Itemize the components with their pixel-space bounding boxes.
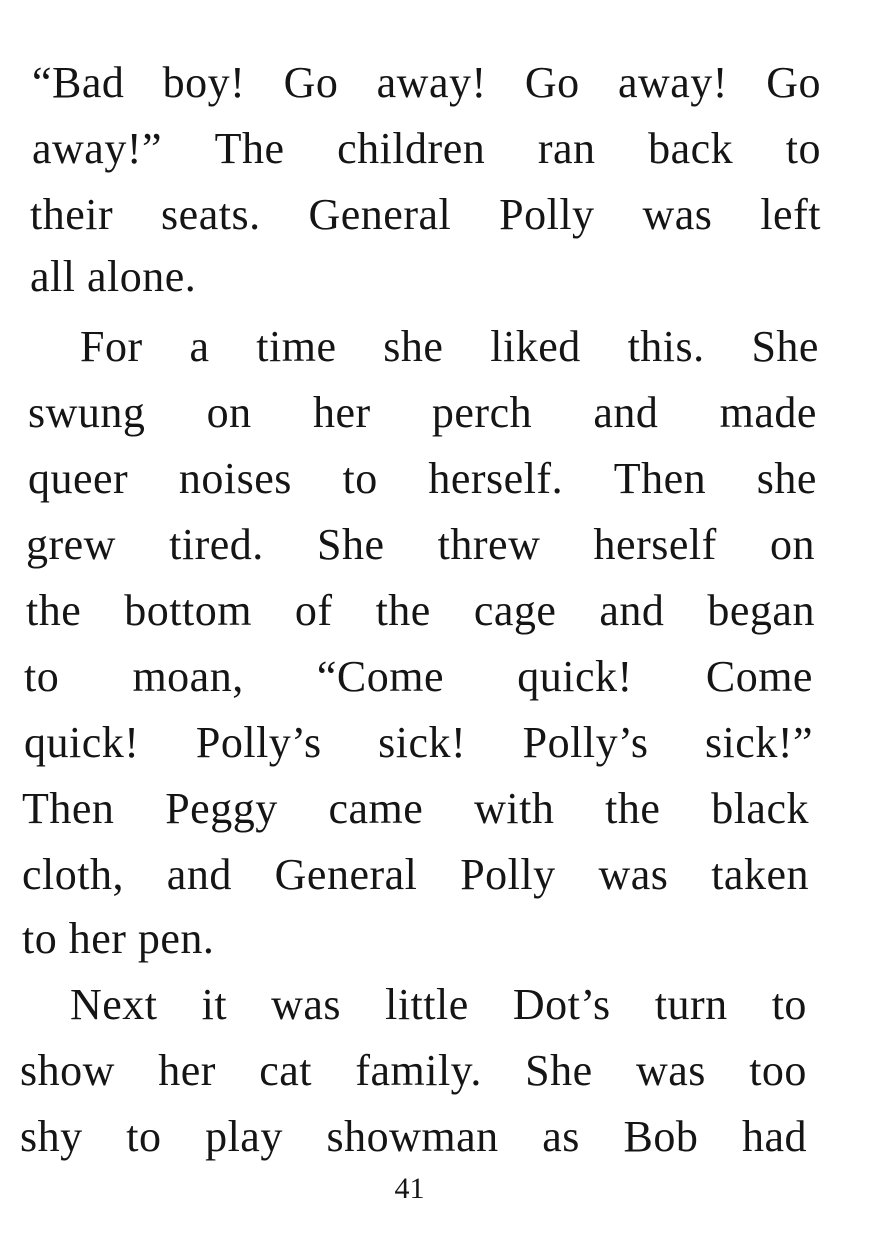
text-line-8 xyxy=(0,512,879,578)
word: Go xyxy=(524,58,580,107)
word: her xyxy=(158,1046,216,1095)
text-line-14 xyxy=(0,906,879,972)
word: their xyxy=(30,190,114,239)
word: back xyxy=(648,124,734,173)
word: as xyxy=(542,1112,580,1161)
word: perch xyxy=(431,388,533,437)
word: Dot’s xyxy=(512,980,611,1029)
word: away!” xyxy=(32,124,163,173)
word: queer xyxy=(28,454,129,503)
word: to xyxy=(785,124,821,173)
word: She xyxy=(525,1046,593,1095)
word: noises xyxy=(178,454,292,503)
word: The xyxy=(214,124,285,173)
text-line-2 xyxy=(0,116,879,182)
word: family. xyxy=(355,1046,482,1095)
word: and xyxy=(166,850,232,899)
word: She xyxy=(751,322,819,371)
word: boy! xyxy=(162,58,246,107)
word: was xyxy=(598,850,669,899)
word: bottom xyxy=(124,586,252,635)
word: turn xyxy=(654,980,728,1029)
word: quick! xyxy=(24,718,140,767)
text-line-4 xyxy=(0,244,879,310)
word: she xyxy=(756,454,817,503)
word: came xyxy=(328,784,424,833)
page-number: 41 xyxy=(394,1172,425,1205)
word: was xyxy=(271,980,342,1029)
word: she xyxy=(383,322,444,371)
word: Peggy xyxy=(165,784,278,833)
word: little xyxy=(385,980,469,1029)
text-line-16 xyxy=(0,1038,879,1104)
word: taken xyxy=(711,850,809,899)
word: Go xyxy=(766,58,821,107)
text-line-1 xyxy=(0,50,879,116)
word: Polly xyxy=(460,850,556,899)
word: quick! xyxy=(517,652,633,701)
word: cage xyxy=(473,586,557,635)
word: to her pen. xyxy=(22,914,215,963)
word: to xyxy=(126,1112,162,1161)
word: the xyxy=(26,586,82,635)
text-line-5 xyxy=(0,314,879,380)
word: showman xyxy=(326,1112,499,1161)
word: General xyxy=(308,190,452,239)
word: ran xyxy=(537,124,596,173)
word: away! xyxy=(376,58,487,107)
word: sick!” xyxy=(704,718,813,767)
word: Bob xyxy=(623,1112,699,1161)
word: “Come xyxy=(316,652,445,701)
word: Go xyxy=(283,58,339,107)
word: Next xyxy=(70,980,158,1029)
text-line-15 xyxy=(0,972,879,1038)
word: She xyxy=(316,520,385,569)
word: began xyxy=(707,586,815,635)
word: moan, xyxy=(132,652,244,701)
word: herself xyxy=(593,520,717,569)
word: was xyxy=(635,1046,706,1095)
text-line-7 xyxy=(0,446,879,512)
word: Then xyxy=(613,454,707,503)
word: show xyxy=(20,1046,115,1095)
word: “Bad xyxy=(32,58,125,107)
word: swung xyxy=(28,388,146,437)
word: Then xyxy=(22,784,115,833)
word: to xyxy=(771,980,807,1029)
word: Polly’s xyxy=(522,718,649,767)
text-line-9 xyxy=(0,578,879,644)
word: For xyxy=(80,322,143,371)
word: was xyxy=(642,190,713,239)
word: all alone. xyxy=(30,252,197,301)
word: this. xyxy=(627,322,705,371)
word: her xyxy=(312,388,371,437)
word: children xyxy=(337,124,486,173)
word: grew xyxy=(26,520,116,569)
word: cloth, xyxy=(22,850,124,899)
word: cat xyxy=(259,1046,313,1095)
word: black xyxy=(711,784,809,833)
word: to xyxy=(24,652,60,701)
text-line-10 xyxy=(0,644,879,710)
word: of xyxy=(294,586,333,635)
word: play xyxy=(205,1112,283,1161)
word: too xyxy=(749,1046,807,1095)
text-line-12 xyxy=(0,776,879,842)
word: and xyxy=(593,388,659,437)
word: sick! xyxy=(378,718,467,767)
text-line-6 xyxy=(0,380,879,446)
word: left xyxy=(760,190,821,239)
text-line-13 xyxy=(0,842,879,908)
word: away! xyxy=(617,58,728,107)
word: shy xyxy=(20,1112,83,1161)
word: threw xyxy=(437,520,541,569)
text-line-17 xyxy=(0,1104,879,1170)
word: had xyxy=(741,1112,807,1161)
word: Come xyxy=(705,652,813,701)
word: it xyxy=(201,980,228,1029)
word: a xyxy=(189,322,210,371)
word: seats. xyxy=(161,190,261,239)
word: with xyxy=(474,784,555,833)
text-line-3 xyxy=(0,182,879,248)
word: made xyxy=(719,388,817,437)
word: and xyxy=(599,586,665,635)
word: Polly’s xyxy=(195,718,322,767)
word: on xyxy=(206,388,252,437)
text-line-11 xyxy=(0,710,879,776)
word: to xyxy=(342,454,378,503)
word: the xyxy=(375,586,431,635)
word: time xyxy=(256,322,337,371)
word: General xyxy=(274,850,418,899)
word: Polly xyxy=(499,190,595,239)
word: liked xyxy=(490,322,581,371)
word: on xyxy=(769,520,815,569)
word: the xyxy=(605,784,661,833)
word: herself. xyxy=(428,454,564,503)
word: tired. xyxy=(169,520,264,569)
